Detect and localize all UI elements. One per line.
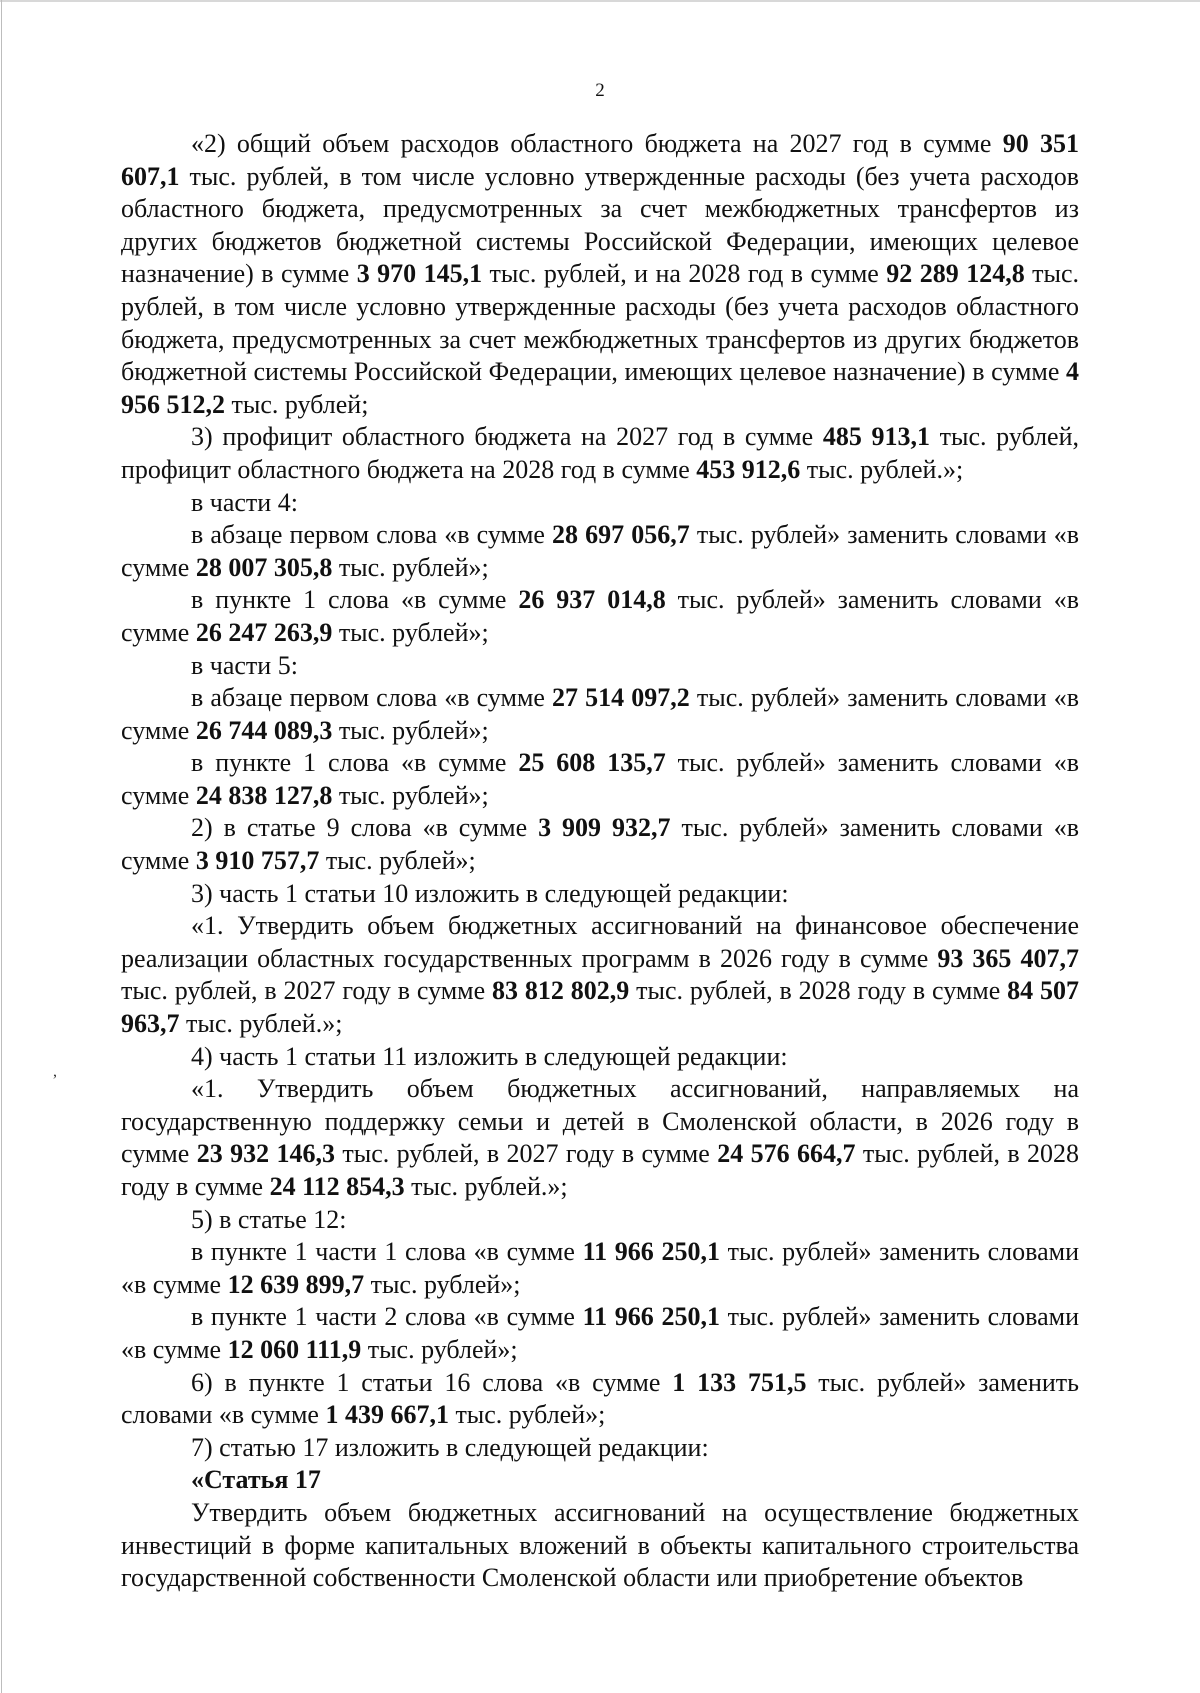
text-run: тыс. рублей» заменить словами «в сумме xyxy=(121,520,1079,582)
paragraph xyxy=(121,682,1079,747)
bold-amount: 26 744 089,3 xyxy=(195,715,333,745)
text-run: в части 4: xyxy=(191,487,298,517)
bold-amount: 12 639 899,7 xyxy=(227,1269,365,1299)
text-run: тыс. рублей» заменить словами «в сумме xyxy=(121,813,1079,876)
paragraph xyxy=(121,878,1079,911)
paragraph xyxy=(121,910,1079,1040)
text-run: тыс. рублей, и на 2028 год в сумме xyxy=(482,259,887,289)
text-run: тыс. рублей, в 2027 году в сумме xyxy=(121,976,493,1006)
text-run: тыс. рублей»; xyxy=(332,780,489,810)
paragraph xyxy=(121,584,1079,649)
text-run: «2) общий объем расходов областного бюджета на 2027 год в сумме xyxy=(191,129,1003,158)
scan-edge-top xyxy=(0,0,1200,2)
paragraph xyxy=(121,1041,1079,1074)
bold-amount: 92 289 124,8 xyxy=(886,259,1025,289)
text-run: тыс. рублей, в 2028 году в сумме xyxy=(629,976,1008,1006)
bold-amount: 1 439 667,1 xyxy=(325,1400,449,1430)
text-run: Утвердить объем бюджетных ассигнований на осуществление бюджетных инвестиций в форме капитальных вложений в объекты капитального строительства государственной собственности Смоленской области или приобретение объектов xyxy=(121,1497,1079,1593)
text-run: тыс. рублей»; xyxy=(448,1400,606,1430)
paragraph xyxy=(121,1073,1079,1203)
text-run: в части 5: xyxy=(191,650,298,680)
text-run: тыс. рублей, профицит областного бюджета на 2028 год в сумме xyxy=(121,422,1079,484)
bold-amount: 3 910 757,7 xyxy=(195,846,320,876)
paragraph xyxy=(121,1367,1079,1432)
bold-amount: 26 937 014,8 xyxy=(518,585,666,615)
text-run: тыс. рублей»; xyxy=(332,617,489,647)
paragraph xyxy=(121,1236,1079,1301)
bold-amount: 11 966 250,1 xyxy=(582,1302,720,1332)
text-run: 2) в статье 9 слова «в сумме xyxy=(191,813,539,843)
paragraph xyxy=(121,1464,1079,1497)
text-run: 7) статью 17 изложить в следующей редакции: xyxy=(191,1432,709,1462)
text-run: тыс. рублей, в том числе условно утвержденные расходы (без учета расходов областного бюджета, предусмотренных за счет межбюджетных трансфертов из других бюджетов бюджетной системы Российской Федерации, имеющих целевое назначение) в сумме xyxy=(121,259,1080,387)
text-run: тыс. рублей» заменить словами «в сумме xyxy=(121,1367,1079,1430)
bold-amount: 4 956 512,2 xyxy=(121,357,1079,419)
bold-amount: 24 576 664,7 xyxy=(717,1139,856,1169)
text-run: 3) часть 1 статьи 10 изложить в следующей редакции: xyxy=(191,878,789,908)
bold-amount: 90 351 607,1 xyxy=(121,129,1080,191)
paragraph xyxy=(121,487,1079,520)
text-run: тыс. рублей» заменить словами «в сумме xyxy=(121,748,1079,810)
text-run: тыс. рублей»; xyxy=(332,715,489,745)
bold-amount: 93 365 407,7 xyxy=(937,943,1079,973)
bold-amount: 1 133 751,5 xyxy=(672,1367,807,1397)
text-run: тыс. рублей.»; xyxy=(800,454,964,484)
text-run: «1. Утвердить объем бюджетных ассигнований, направляемых на государственную поддержку семьи и детей в Смоленской области, в 2026 году в сумме xyxy=(121,1074,1079,1169)
bold-amount: 83 812 802,9 xyxy=(492,976,630,1006)
text-run: тыс. рублей.»; xyxy=(404,1172,568,1201)
bold-amount: 3 909 932,7 xyxy=(538,813,671,843)
paragraph xyxy=(121,747,1079,812)
text-run: тыс. рублей» заменить словами «в сумме xyxy=(121,1237,1079,1299)
text-run: тыс. рублей; xyxy=(225,389,369,419)
bold-amount: 23 932 146,3 xyxy=(196,1139,335,1169)
bold-amount: 84 507 963,7 xyxy=(121,976,1080,1039)
text-run: тыс. рублей, в том числе условно утвержденные расходы (без учета расходов областного бюджета, предусмотренных за счет межбюджетных трансфертов из других бюджетов бюджетной системы Российской Федерации, имеющих целевое назначение) в сумме xyxy=(121,161,1079,289)
text-run: в абзаце первом слова «в сумме xyxy=(191,683,553,713)
paragraph xyxy=(121,1301,1079,1366)
bold-amount: 24 112 854,3 xyxy=(269,1172,405,1201)
text-run: тыс. рублей.»; xyxy=(179,1009,343,1039)
bold-amount: 485 913,1 xyxy=(822,422,930,452)
bold-amount: 28 697 056,7 xyxy=(552,520,690,550)
text-run: 3) профицит областного бюджета на 2027 год в сумме xyxy=(191,422,823,452)
bold-amount: «Статья 17 xyxy=(191,1465,321,1495)
paragraph xyxy=(121,812,1079,877)
bold-amount: 453 912,6 xyxy=(696,454,801,484)
text-run: тыс. рублей» заменить словами «в сумме xyxy=(121,585,1079,647)
page-number: 2 xyxy=(595,80,605,101)
bold-amount: 25 608 135,7 xyxy=(518,748,666,778)
text-run: 5) в статье 12: xyxy=(191,1204,347,1234)
text-run: тыс. рублей»; xyxy=(319,846,476,876)
bold-amount: 26 247 263,9 xyxy=(195,617,333,647)
bold-amount: 11 966 250,1 xyxy=(582,1237,720,1267)
text-run: в пункте 1 части 1 слова «в сумме xyxy=(191,1237,583,1267)
text-run: в пункте 1 части 2 слова «в сумме xyxy=(191,1302,583,1332)
bold-amount: 27 514 097,2 xyxy=(552,683,690,713)
text-run: тыс. рублей, в 2028 году в сумме xyxy=(121,1139,1080,1201)
bold-amount: 28 007 305,8 xyxy=(195,552,333,582)
bold-amount: 3 970 145,1 xyxy=(356,259,483,289)
text-run: в абзаце первом слова «в сумме xyxy=(191,520,553,550)
scan-speck: , xyxy=(53,1063,57,1080)
paragraph xyxy=(121,421,1079,486)
text-run: тыс. рублей, в 2027 году в сумме xyxy=(335,1139,718,1169)
text-run: в пункте 1 слова «в сумме xyxy=(191,748,519,778)
document-body xyxy=(121,128,1079,1595)
paragraph xyxy=(121,519,1079,584)
paragraph xyxy=(121,1432,1079,1465)
paragraph xyxy=(121,650,1079,683)
text-run: 6) в пункте 1 статьи 16 слова «в сумме xyxy=(191,1367,673,1397)
paragraph xyxy=(121,1204,1079,1237)
text-run: «1. Утвердить объем бюджетных ассигнований на финансовое обеспечение реализации областных государственных программ в 2026 году в сумме xyxy=(121,911,1079,973)
text-run: тыс. рублей»; xyxy=(361,1334,518,1364)
scan-edge-left xyxy=(1,0,2,1693)
text-run: тыс. рублей»; xyxy=(364,1269,521,1299)
bold-amount: 12 060 111,9 xyxy=(227,1334,362,1364)
bold-amount: 24 838 127,8 xyxy=(195,780,333,810)
text-run: тыс. рублей» заменить словами «в сумме xyxy=(121,1302,1079,1364)
text-run: в пункте 1 слова «в сумме xyxy=(191,585,519,615)
paragraph xyxy=(121,1497,1079,1595)
paragraph xyxy=(121,128,1079,421)
text-run: тыс. рублей»; xyxy=(332,552,489,582)
text-run: тыс. рублей» заменить словами «в сумме xyxy=(121,683,1079,745)
text-run: 4) часть 1 статьи 11 изложить в следующей редакции: xyxy=(191,1041,788,1071)
